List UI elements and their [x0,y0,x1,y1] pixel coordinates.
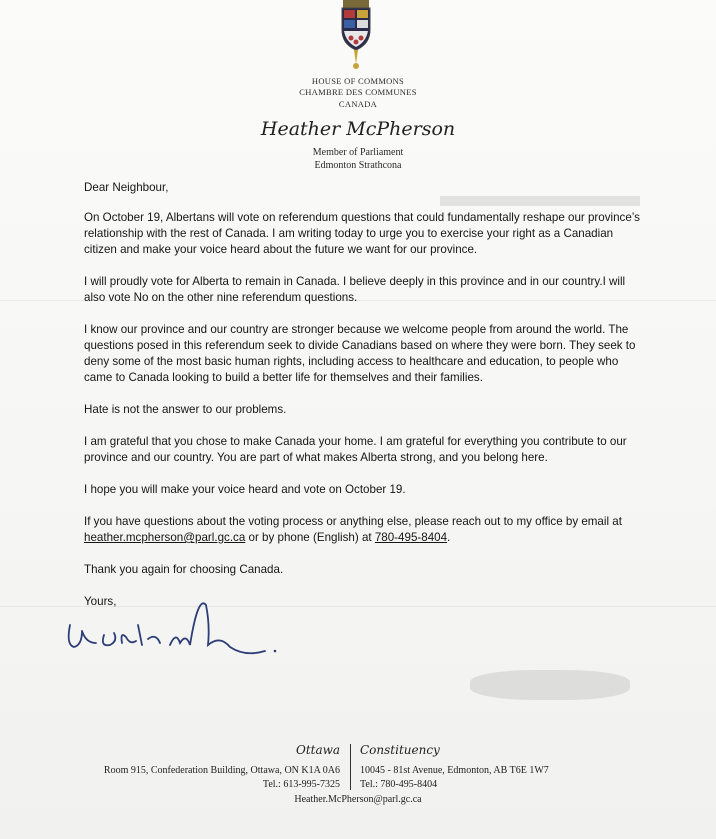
email-link[interactable]: heather.mcpherson@parl.gc.ca [84,531,246,544]
contact-text: . [447,531,451,544]
paragraph-6: I hope you will make your voice heard and vote on October 19. [84,483,406,496]
contact-text: If you have questions about the voting process or anything else, please reach out to my office by email at [84,515,622,528]
coat-of-arms-icon [334,0,378,72]
constituency-address: 10045 - 81st Avenue, Edmonton, AB T6E 1W7 [360,765,549,776]
salutation: Dear Neighbour, [84,181,169,194]
paragraph-2: I will proudly vote for Alberta to remain in Canada. I believe deeply in this province and in our country.I will also vote No on the other nine referendum questions. [84,275,626,304]
phone-link[interactable]: 780-495-8404 [374,531,448,544]
mp-role: Member of Parliament [312,147,404,158]
paragraph-3: I know our province and our country are stronger because we welcome people from around the world. The questions posed in this referendum seek to divide Canadians based on where they were born. They seek to deny some of the most basic human rights, including access to healthcare and education, to people who came to Canada looking to build a better life for themselves and their families. [84,323,636,384]
footer-divider [350,744,351,790]
bleed-through [440,196,640,206]
mp-name: Heather McPherson [260,118,456,140]
org-name-en: HOUSE OF COMMONS [311,76,405,86]
closing: Yours, [84,595,117,608]
contact-text: or by phone (English) at [245,531,375,544]
constituency-tel: Tel.: 780-495-8404 [360,779,438,790]
ottawa-label: Ottawa [296,743,341,757]
letter-body [84,180,644,626]
paragraph-4: Hate is not the answer to our problems. [84,403,287,416]
paragraph-5: I am grateful that you chose to make Canada your home. I am grateful for everything you contribute to our province and our country. You are part of what makes Alberta strong, and you belong here. [84,435,627,464]
paragraph-8: Thank you again for choosing Canada. [84,563,284,576]
paragraph-1: On October 19, Albertans will vote on referendum questions that could fundamentally reshape our province’s relationship with the rest of Canada. I am writing today to urge you to exercise your right as a Canadian citizen and make your voice heard about the future we want for our province. [84,211,640,256]
constituency-label: Constituency [360,743,440,757]
org-country: CANADA [338,99,378,109]
signature [60,585,300,675]
ottawa-address: Room 915, Confederation Building, Ottawa, ON K1A 0A6 [103,765,340,776]
mp-riding: Edmonton Strathcona [314,160,402,171]
ottawa-tel: Tel.: 613-995-7325 [262,779,340,790]
org-name-fr: CHAMBRE DES COMMUNES [299,87,417,97]
bleed-through [470,670,630,700]
office-email[interactable]: Heather.McPherson@parl.gc.ca [294,794,422,805]
paragraph-7 [84,514,644,546]
